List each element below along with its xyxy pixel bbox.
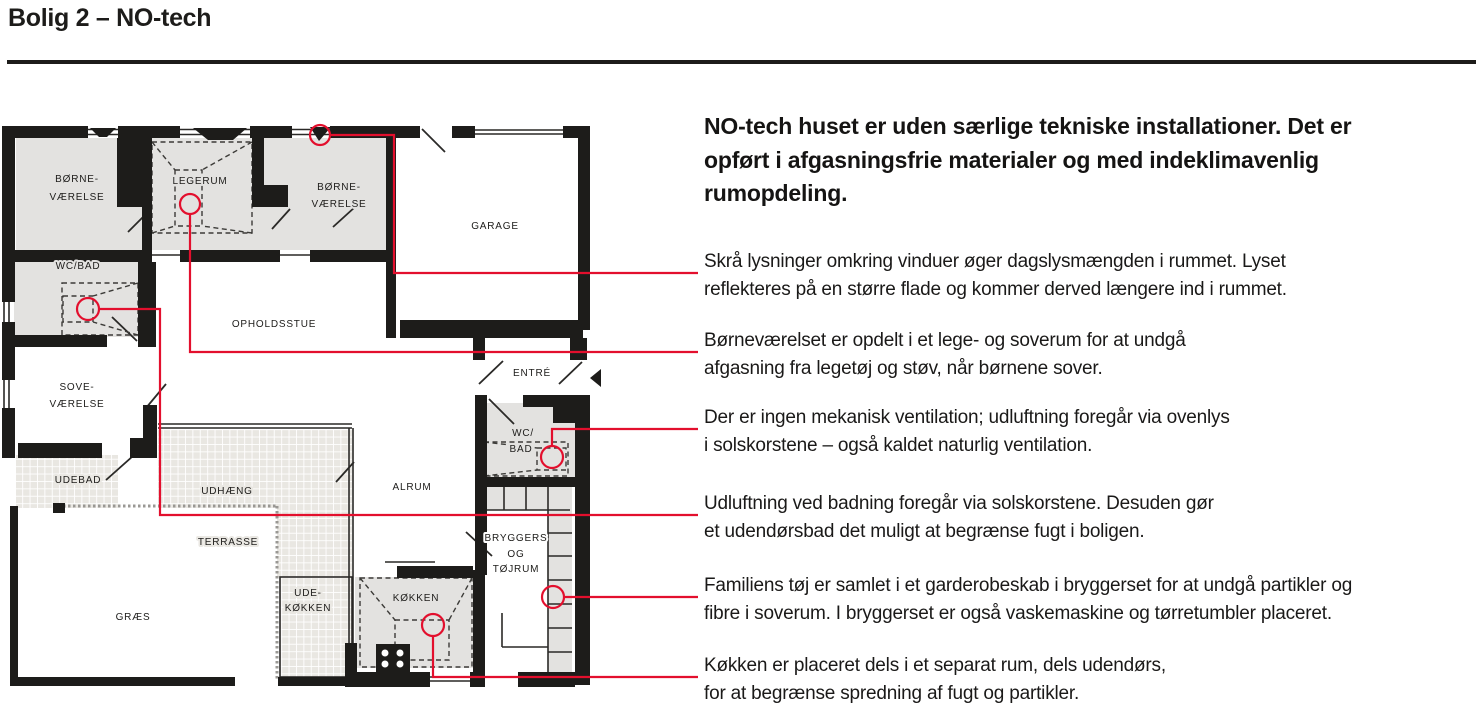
intro-line: NO-tech huset er uden særlige tekniske installationer. Det er	[704, 113, 1352, 139]
room-label-bryggers: BRYGGERS	[484, 533, 548, 544]
room-label-alrum: ALRUM	[392, 482, 432, 493]
annotation-line: Køkken er placeret dels i et separat rum, dels udendørs,	[704, 655, 1166, 676]
annotation-wardrobe	[704, 572, 1352, 628]
annotation-childrens-room	[704, 327, 1186, 383]
intro-line: opført i afgasningsfrie materialer og med indeklimavenlig	[704, 146, 1319, 173]
room-label-legerum: LEGERUM	[172, 176, 228, 187]
annotation-line: Der er ingen mekanisk ventilation; udluftning foregår via ovenlys	[704, 407, 1230, 428]
room-label-wcbad-2: BAD	[509, 444, 533, 455]
annotation-skylights	[704, 248, 1287, 304]
room-label-garage: GARAGE	[471, 221, 519, 232]
room-label-udekokken: UDE-	[294, 588, 322, 599]
room-label-kokken: KØKKEN	[392, 593, 440, 604]
room-label-borneverelse-2: VÆRELSE	[311, 199, 367, 210]
annotation-line: Skrå lysninger omkring vinduer øger dagslysmængden i rummet. Lyset	[704, 251, 1286, 272]
room-label-terrasse: TERRASSE	[197, 537, 259, 548]
room-label-udebad: UDEBAD	[54, 475, 102, 486]
title-divider	[7, 60, 1476, 64]
entrance-arrow-icon	[590, 369, 601, 387]
room-label-wcbad: WC/BAD	[55, 261, 101, 272]
annotation-ventilation	[704, 404, 1230, 460]
room-label-udhaeng: UDHÆNG	[201, 486, 253, 497]
room-label-bryggers: TØJRUM	[492, 564, 540, 575]
tiled-areas	[16, 430, 352, 677]
room-label-borneverelse-2: BØRNE-	[317, 182, 361, 193]
room-label-opholdsstue: OPHOLDSSTUE	[231, 319, 317, 330]
room-label-udekokken: KØKKEN	[284, 603, 332, 614]
annotation-line: Børneværelset er opdelt i et lege- og soverum for at undgå	[704, 330, 1186, 351]
room-label-entre: ENTRÉ	[513, 368, 551, 379]
room-label-borneverelse-1: BØRNE-	[55, 174, 99, 185]
annotation-bathing	[704, 490, 1214, 546]
annotation-line: afgasning fra legetøj og støv, når børnene sover.	[704, 358, 1103, 379]
annotation-line: i solskorstene – også kaldet naturlig ventilation.	[704, 435, 1093, 456]
intro-line: rumopdeling.	[704, 180, 848, 206]
annotation-line: fibre i soverum. I bryggerset er også vaskemaskine og tørretumbler placeret.	[704, 603, 1332, 624]
annotation-kitchen	[704, 652, 1166, 708]
room-label-soveverelse: SOVE-	[59, 382, 95, 393]
annotation-line: for at begrænse spredning af fugt og partikler.	[704, 683, 1080, 704]
room-label-borneverelse-1: VÆRELSE	[49, 192, 105, 203]
page-title: Bolig 2 – NO-tech	[8, 4, 212, 32]
room-label-wcbad-2: WC/	[512, 428, 534, 439]
annotation-line: Familiens tøj er samlet i et garderobeskab i bryggerset for at undgå partikler og	[704, 575, 1353, 596]
annotation-line: et udendørsbad det muligt at begrænse fugt i boligen.	[704, 521, 1145, 542]
annotation-line: Udluftning ved badning foregår via solskorstene. Desuden gør	[704, 493, 1214, 514]
room-label-bryggers: OG	[507, 549, 525, 560]
annotation-line: reflekteres på en større flade og kommer derved længere ind i rummet.	[704, 279, 1287, 300]
intro-paragraph	[704, 110, 1351, 211]
floor-plan	[0, 100, 700, 723]
room-label-graes: GRÆS	[115, 612, 151, 623]
stove-icon	[376, 644, 410, 672]
room-label-soveverelse: VÆRELSE	[49, 399, 105, 410]
